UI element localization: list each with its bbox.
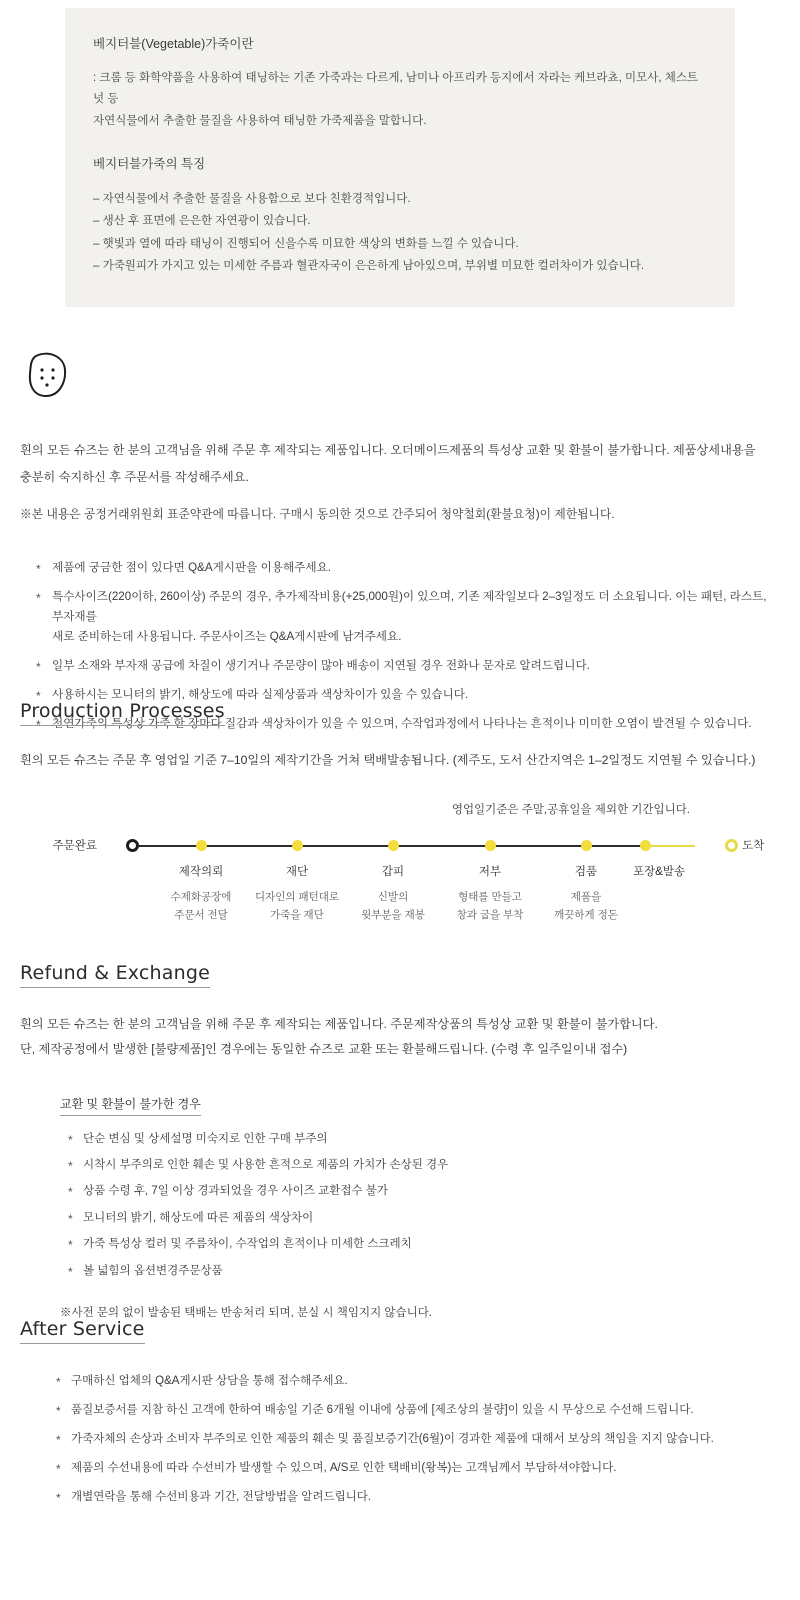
after-service-heading: After Service: [20, 1318, 145, 1344]
step-desc-line-2: 윗부분을 재봉: [361, 909, 425, 921]
refund-lead-line-2: 단, 제작공정에서 발생한 [불량제품]인 경우에는 동일한 슈즈로 교환 또는 환불해드립니다. (수령 후 일주일이내 접수): [20, 1042, 628, 1057]
order-notice-section: [20, 440, 780, 743]
list-item: * 볼 넓힘의 옵션변경주문상품: [68, 1262, 780, 1280]
timeline-dot-icon: [640, 840, 651, 851]
refund-exchange-section: [20, 962, 780, 1320]
timeline-dot-icon: [485, 840, 496, 851]
list-item: * 구매하신 업체의 Q&A게시판 상담을 통해 접수해주세요.: [56, 1372, 780, 1391]
refund-reason-list: [68, 1130, 780, 1280]
timeline-dot-icon: [725, 839, 738, 852]
list-item: – 자연식물에서 추출한 물질을 사용함으로 보다 친환경적입니다.: [93, 192, 411, 205]
timeline-node-end: [671, 831, 791, 852]
list-item: – 가죽원피가 가지고 있는 미세한 주름과 혈관자국이 은은하게 남아있으며, 부위별 미묘한 컬러차이가 있습니다.: [93, 260, 645, 273]
list-item: * 시착시 부주의로 인한 훼손 및 사용한 흔적으로 제품의 가치가 손상된 경우: [68, 1156, 780, 1174]
list-item: * 상품 수령 후, 7일 이상 경과되었을 경우 사이즈 교환접수 불가: [68, 1182, 780, 1200]
blob-face-icon: [20, 348, 80, 408]
step-name: 검품: [574, 865, 598, 878]
list-item: – 햇빛과 열에 따라 태닝이 진행되어 신을수록 미묘한 색상의 변화를 느낄 수 있습니다.: [93, 237, 519, 250]
list-item: * 품질보증서를 지참 하신 고객에 한하여 배송일 기준 6개월 이내에 상품에 [제조상의 불량]이 있을 시 무상으로 수선해 드립니다.: [56, 1401, 780, 1420]
timeline-dot-icon: [388, 840, 399, 851]
list-item: * 모니터의 밝기, 해상도에 따른 제품의 색상차이: [68, 1209, 780, 1227]
spacer: [93, 132, 707, 154]
step-desc-line-1: 디자인의 패턴대로: [254, 890, 340, 903]
step-name: 저부: [478, 865, 502, 878]
production-heading: Production Processes: [20, 700, 225, 726]
info-box-desc-line-1: : 크롬 등 화학약품을 사용하여 태닝하는 기존 가죽과는 다르게, 남미나 아프리카 등지에서 자라는 케브라쵸, 미모사, 체스트넛 등: [93, 72, 699, 106]
step-desc-line-2: 주문서 전달: [174, 909, 228, 921]
refund-heading: Refund & Exchange: [20, 962, 210, 988]
info-box-desc-line-2: 자연식물에서 추출한 물질을 사용하여 태닝한 가죽제품을 말합니다.: [93, 114, 427, 127]
production-business-day-note: 영업일기준은 주말,공휴일을 제외한 기간입니다.: [451, 803, 690, 816]
vegetable-leather-info-box: [65, 8, 735, 307]
bullet-text: 일부 소재와 부자재 공급에 차질이 생기거나 주문량이 많아 배송이 지연될 경우 전화나 문자로 알려드립니다.: [52, 659, 590, 672]
timeline-start-label: 주문완료: [52, 839, 97, 852]
refund-lead-line-1: 흰의 모든 슈즈는 한 분의 고객님을 위해 주문 후 제작되는 제품입니다. 주문제작상품의 특성상 교환 및 환불이 불가합니다.: [20, 1017, 658, 1031]
after-service-section: [20, 1318, 780, 1517]
refund-subheading: 교환 및 환불이 불가한 경우: [60, 1095, 201, 1116]
step-desc-line-2: 가죽을 재단: [270, 909, 324, 921]
list-item: [36, 656, 780, 676]
step-name: 제작의뢰: [178, 865, 224, 878]
info-box-feature-list: [93, 188, 707, 278]
info-box-feature-title: 베지터블가죽의 특징: [93, 156, 206, 171]
timeline-dot-icon: [196, 840, 207, 851]
list-item: * 가죽 특성상 컬러 및 주름차이, 수작업의 흔적이나 미세한 스크레치: [68, 1235, 780, 1253]
timeline-dot-icon: [292, 840, 303, 851]
production-lead-text: 흰의 모든 슈즈는 주문 후 영업일 기준 7–10일의 제작기간을 거쳐 택배발송됩니다. (제주도, 도서 산간지역은 1–2일정도 지연될 수 있습니다.): [20, 753, 756, 767]
list-item: * 제품의 수선내용에 따라 수선비가 발생할 수 있으며, A/S로 인한 택배비(왕복)는 고객님께서 부담하셔야합니다.: [56, 1459, 780, 1478]
list-item: * 개별연락을 통해 수선비용과 기간, 전달방법을 알려드립니다.: [56, 1488, 780, 1507]
step-name: 포장&발송: [632, 865, 686, 878]
step-name: 재단: [285, 865, 309, 878]
step-desc-line-2: 창과 굽을 부착: [456, 909, 524, 921]
notice-standard-terms: ※본 내용은 공정거래위원회 표준약관에 따릅니다. 구매시 동의한 것으로 간주되어 청약철회(환불요청)이 제한됩니다.: [20, 506, 615, 521]
step-desc-line-2: 깨끗하게 정돈: [554, 909, 618, 921]
info-box-title: 베지터블(Vegetable)가죽이란: [93, 37, 254, 51]
production-processes-section: [20, 700, 780, 951]
bullet-text-cont: 새로 준비하는데 사용됩니다. 주문사이즈는 Q&A게시판에 남겨주세요.: [52, 630, 402, 644]
bullet-text: 천연가죽의 특성상 가죽 한 장마다 질감과 색상차이가 있을 수 있으며, 수작업과정에서 나타나는 흔적이나 미미한 오염이 발견될 수 있습니다.: [52, 716, 752, 730]
after-service-list: [56, 1372, 780, 1507]
notice-paragraph-line-2: 충분히 숙지하신 후 주문서를 작성해주세요.: [20, 469, 249, 484]
bullet-text: 사용하시는 모니터의 밝기, 해상도에 따라 실제상품과 색상차이가 있을 수 있습니다.: [52, 687, 469, 701]
step-desc-line-1: 제품을: [570, 890, 602, 903]
step-desc-line-1: 형태를 만들고: [458, 890, 522, 903]
notice-paragraph-line-1: 흰의 모든 슈즈는 한 분의 고객님을 위해 주문 후 제작되는 제품입니다. 오더메이드제품의 특성상 교환 및 환불이 불가합니다. 제품상세내용을: [20, 443, 756, 457]
list-item: * 단순 변심 및 상세설명 미숙지로 인한 구매 부주의: [68, 1130, 780, 1148]
bullet-text: 특수사이즈(220이하, 260이상) 주문의 경우, 추가제작비용(+25,000원)이 있으며, 기존 제작일보다 2–3일정도 더 소요됩니다. 이는 패턴, 라스트, 부자재를: [52, 590, 767, 624]
list-item: [36, 558, 780, 578]
timeline-end-label: 도착: [742, 839, 765, 852]
refund-footnote: ※사전 문의 없이 발송된 택배는 반송처리 되며, 분실 시 책임지지 않습니다.: [60, 1307, 432, 1320]
timeline-dot-icon: [126, 839, 139, 852]
step-name: 갑피: [381, 865, 405, 878]
list-item: [36, 587, 780, 647]
step-desc-line-1: 수제화공장에: [170, 890, 232, 903]
production-timeline: [20, 831, 780, 951]
step-desc-line-1: 신발의: [377, 890, 409, 903]
list-item: – 생산 후 표면에 은은한 자연광이 있습니다.: [93, 215, 311, 228]
list-item: * 가죽자체의 손상과 소비자 부주의로 인한 제품의 훼손 및 품질보증기간(6월)이 경과한 제품에 대해서 보상의 책임을 지지 않습니다.: [56, 1430, 780, 1449]
bullet-text: 제품에 궁금한 점이 있다면 Q&A게시판을 이용해주세요.: [52, 561, 332, 575]
